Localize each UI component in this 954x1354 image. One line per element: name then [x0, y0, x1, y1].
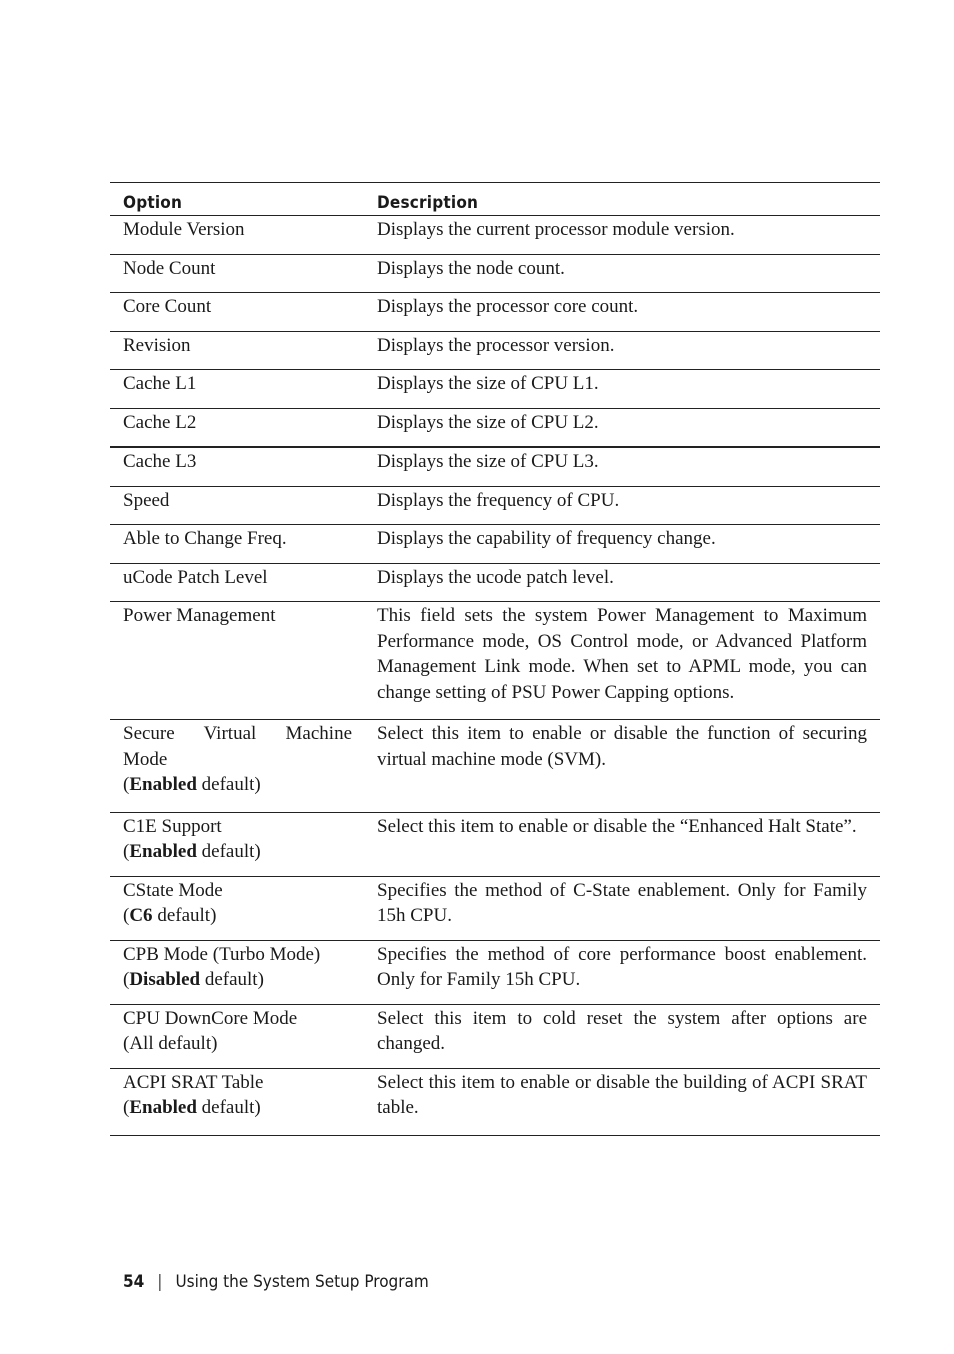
table-row — [110, 448, 880, 487]
option-cell: Cache L2 — [123, 411, 197, 433]
default-value: Enabled — [129, 841, 197, 862]
option-name: CPU DownCore Mode — [123, 1007, 298, 1029]
option-cell — [110, 814, 364, 865]
description-cell: Displays the processor version. — [377, 334, 615, 356]
default-suffix: default) — [152, 905, 217, 926]
footer-separator: | — [157, 1272, 163, 1292]
table-row — [110, 877, 880, 941]
option-cell: Able to Change Freq. — [123, 528, 287, 549]
option-cell: Core Count — [123, 296, 212, 317]
table-row — [110, 1005, 880, 1069]
header-option: Option — [123, 193, 183, 213]
table-row — [110, 216, 880, 255]
description-cell: Select this item to cold reset the system after options are changed. — [377, 1007, 867, 1054]
default-value: C6 — [129, 905, 153, 926]
option-cell: Power Management — [123, 605, 276, 626]
option-default: (All default) — [123, 1033, 218, 1054]
description-cell: Select this item to enable or disable the “Enhanced Halt State”. — [377, 815, 857, 837]
table-row — [110, 564, 880, 603]
option-cell: Node Count — [123, 257, 216, 279]
description-cell: Displays the node count. — [377, 257, 565, 279]
table-header — [110, 183, 880, 216]
option-name: Secure Virtual Machine Mode — [123, 723, 352, 770]
description-cell: Displays the size of CPU L1. — [377, 373, 599, 394]
description-cell: This field sets the system Power Management to Maximum Performance mode, OS Control mode, or Advanced Platform Management Link mode. When set to APML mode, you can change setting of PSU Power Capping options. — [377, 605, 867, 703]
option-cell: Module Version — [123, 219, 245, 240]
option-cell — [110, 878, 364, 929]
default-value: Disabled — [129, 969, 201, 990]
default-suffix: default) — [196, 841, 261, 862]
option-cell: Speed — [123, 489, 170, 511]
option-default: (C6 default) — [123, 905, 217, 926]
option-name: CState Mode — [123, 879, 223, 901]
option-cell — [110, 942, 364, 993]
table-row — [110, 813, 880, 877]
default-value: Enabled — [129, 774, 197, 795]
table-row — [110, 409, 880, 449]
table-row — [110, 293, 880, 332]
option-name: C1E Support — [123, 815, 222, 837]
option-default: (Enabled default) — [123, 841, 261, 862]
option-name: CPB Mode (Turbo Mode) — [123, 943, 321, 965]
description-cell: Select this item to enable or disable the function of securing virtual machine mode (SVM). — [377, 723, 867, 770]
table-row — [110, 602, 880, 720]
table-row — [110, 255, 880, 294]
option-default: (Enabled default) — [123, 1097, 261, 1118]
description-cell: Displays the size of CPU L2. — [377, 411, 599, 433]
description-cell: Specifies the method of core performance boost enablement. Only for Family 15h CPU. — [377, 943, 867, 990]
option-cell — [110, 1006, 364, 1057]
default-suffix: default) — [196, 1097, 261, 1118]
table-row — [110, 487, 880, 526]
description-cell: Select this item to enable or disable the building of ACPI SRAT table. — [377, 1071, 867, 1118]
table-row — [110, 941, 880, 1005]
option-cell: Cache L1 — [123, 373, 197, 394]
description-cell: Specifies the method of C-State enablement. Only for Family 15h CPU. — [377, 879, 867, 926]
description-cell: Displays the ucode patch level. — [377, 566, 614, 588]
page-number: 54 — [123, 1272, 145, 1292]
options-table — [110, 182, 880, 1136]
description-cell: Displays the current processor module version. — [377, 219, 735, 240]
default-suffix: default) — [200, 969, 264, 990]
table-row — [110, 1069, 880, 1136]
section-title: Using the System Setup Program — [175, 1272, 429, 1292]
header-description: Description — [377, 193, 479, 213]
option-cell — [110, 1070, 364, 1121]
description-cell: Displays the size of CPU L3. — [377, 451, 599, 472]
description-cell: Displays the frequency of CPU. — [377, 489, 620, 511]
page-footer — [123, 1272, 429, 1292]
option-default: (Enabled default) — [123, 774, 261, 795]
option-cell: Cache L3 — [123, 451, 197, 472]
option-cell: Revision — [123, 334, 191, 356]
option-cell — [110, 721, 364, 798]
table-row — [110, 720, 880, 813]
description-cell: Displays the capability of frequency change. — [377, 528, 716, 549]
table-row — [110, 370, 880, 409]
table-row — [110, 332, 880, 371]
default-value: Enabled — [129, 1097, 197, 1118]
description-cell: Displays the processor core count. — [377, 296, 639, 317]
option-cell: uCode Patch Level — [123, 566, 268, 588]
option-name: ACPI SRAT Table — [123, 1071, 264, 1093]
option-default: (Disabled default) — [123, 969, 264, 990]
default-suffix: default) — [196, 774, 261, 795]
table-row — [110, 525, 880, 564]
